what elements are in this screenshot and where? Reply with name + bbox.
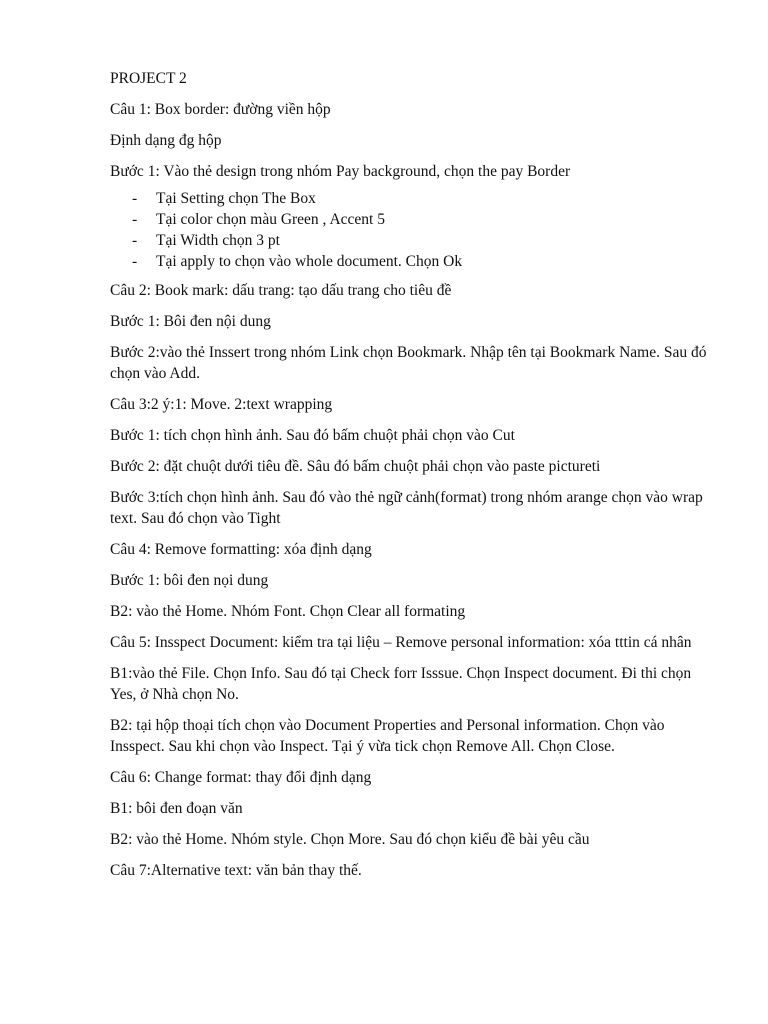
step-paragraph: B2: tại hộp thoại tích chọn vào Document Properties and Personal information. Chọn vào Insspect. Sau khi chọn vào Inspect. Tại ý vừa tick chọn Remove All. Chọn Close. (110, 717, 665, 755)
question-4-heading: Câu 4: Remove formatting: xóa định dạng (110, 541, 372, 558)
step-paragraph: B1:vào thẻ File. Chọn Info. Sau đó tại Check forr Isssue. Chọn Inspect document. Đi thi chọn Yes, ở Nhà chọn No. (110, 665, 692, 703)
bullet-dash: - (132, 253, 138, 270)
question-5-heading: Câu 5: Insspect Document: kiểm tra tại liệu – Remove personal information: xóa tttin cá nhân (110, 634, 692, 651)
question-1-heading: Câu 1: Box border: đường viền hộp (110, 101, 331, 118)
step-paragraph: B2: vào thẻ Home. Nhóm Font. Chọn Clear all formating (110, 603, 466, 620)
document-body (110, 68, 710, 891)
question-3-heading: Câu 3:2 ý:1: Move. 2:text wrapping (110, 396, 333, 413)
question-2-heading: Câu 2: Book mark: dấu trang: tạo dấu trang cho tiêu đề (110, 282, 452, 299)
step-paragraph: Bước 2:vào thẻ Inssert trong nhóm Link chọn Bookmark. Nhập tên tại Bookmark Name. Sau đó chọn vào Add. (110, 344, 707, 382)
bullet-list (110, 188, 710, 272)
paragraph: Định dạng đg hộp (110, 132, 222, 149)
question-6-heading: Câu 6: Change format: thay đổi định dạng (110, 769, 372, 786)
step-paragraph: Bước 3:tích chọn hình ảnh. Sau đó vào thẻ ngữ cảnh(format) trong nhóm arange chọn vào wrap text. Sau đó chọn vào Tight (110, 489, 703, 527)
bullet-item: - Tại Width chọn 3 pt (132, 232, 280, 249)
bullet-dash: - (132, 211, 138, 228)
step-paragraph: B1: bôi đen đoạn văn (110, 800, 243, 817)
bullet-item: - Tại color chọn màu Green , Accent 5 (132, 211, 385, 228)
step-paragraph: Bước 1: Bôi đen nội dung (110, 313, 271, 330)
step-paragraph: Bước 1: Vào thẻ design trong nhóm Pay background, chọn the pay Border (110, 163, 571, 180)
bullet-item: - Tại apply to chọn vào whole document. Chọn Ok (132, 253, 463, 270)
step-paragraph: Bước 1: tích chọn hình ảnh. Sau đó bấm chuột phải chọn vào Cut (110, 427, 515, 444)
question-7-heading: Câu 7:Alternative text: văn bản thay thế. (110, 862, 362, 879)
step-paragraph: B2: vào thẻ Home. Nhóm style. Chọn More. Sau đó chọn kiểu đề bài yêu cầu (110, 831, 590, 848)
step-paragraph: Bước 1: bôi đen nọi dung (110, 572, 269, 589)
bullet-dash: - (132, 232, 138, 249)
step-paragraph: Bước 2: đặt chuột dưới tiêu đề. Sâu đó bấm chuột phải chọn vào paste pictureti (110, 458, 601, 475)
bullet-item: - Tại Setting chọn The Box (132, 190, 316, 207)
document-title: PROJECT 2 (110, 70, 187, 87)
bullet-dash: - (132, 190, 138, 207)
